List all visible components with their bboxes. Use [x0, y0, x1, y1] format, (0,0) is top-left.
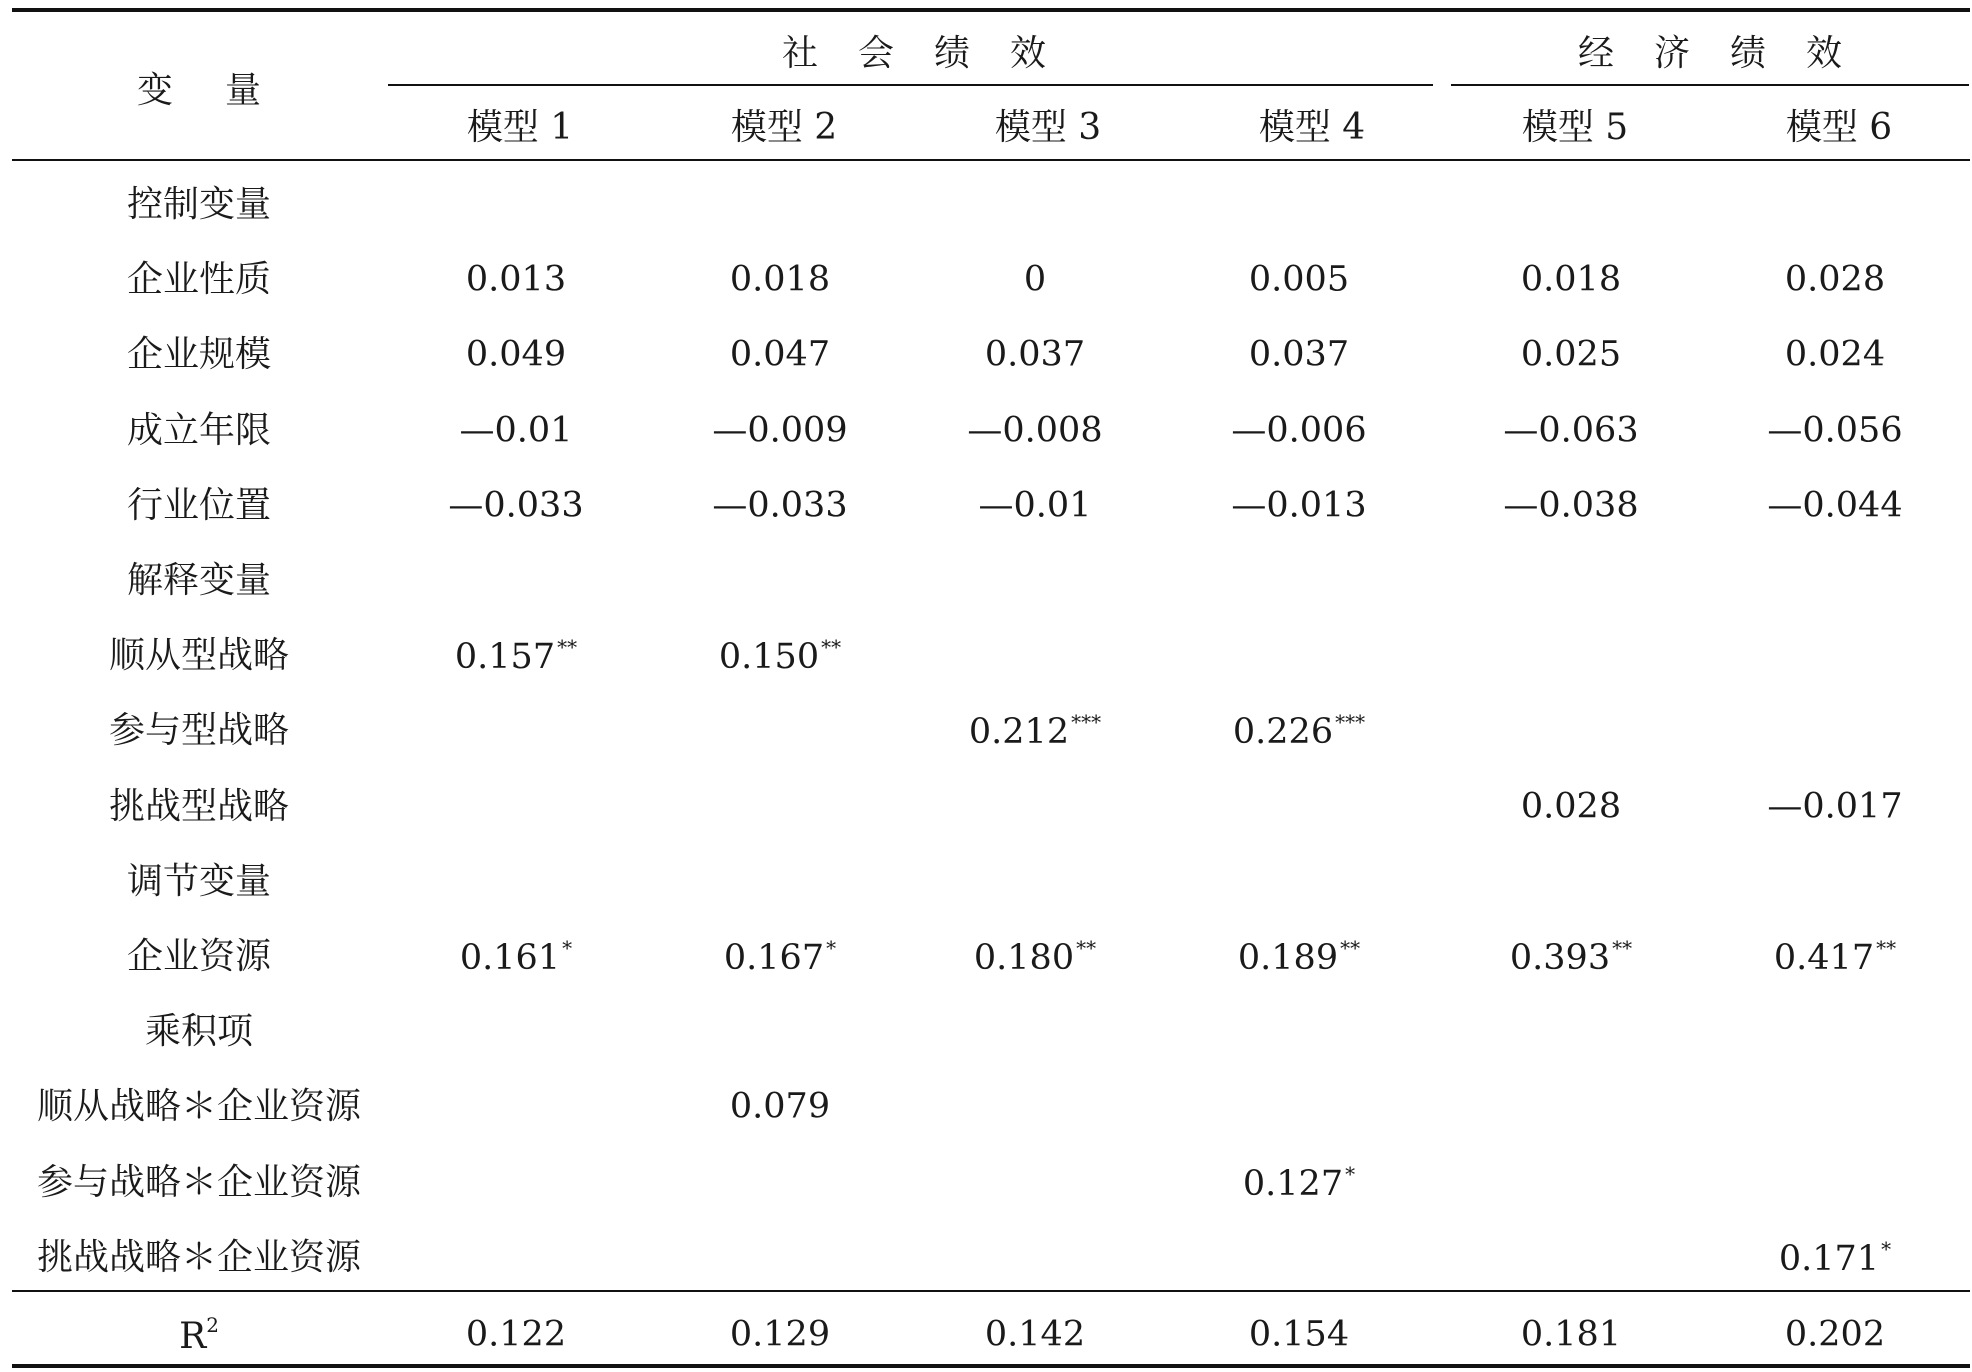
r-squared-label — [179, 1315, 219, 1355]
economic-group-rule — [1451, 84, 1969, 86]
table-cell — [1774, 938, 1896, 976]
table-cell — [1779, 1239, 1891, 1277]
table-cell — [974, 938, 1096, 976]
cell-value: 0.161 — [459, 938, 561, 978]
cell-value: 0.028 — [1520, 786, 1622, 827]
table-cell — [1520, 786, 1622, 827]
table-cell — [1503, 410, 1639, 451]
table-cell — [1231, 410, 1367, 451]
significance-stars: *** — [1071, 710, 1102, 734]
significance-stars: ** — [1076, 936, 1097, 960]
table-cell — [1233, 712, 1365, 750]
table-cell — [465, 259, 567, 300]
table-cell — [1238, 938, 1360, 976]
cell-value: —0.033 — [448, 485, 584, 526]
cell-value: 0.150 — [718, 637, 820, 677]
cell-value: 0.167 — [723, 938, 825, 978]
significance-stars: ** — [1340, 936, 1361, 960]
cell-value: 0.005 — [1248, 259, 1350, 300]
cell-value: 0.417 — [1773, 938, 1875, 978]
table-cell — [1248, 259, 1350, 300]
table-cell — [967, 410, 1103, 451]
table-cell — [729, 1086, 831, 1127]
row-label: 乘积项 — [144, 1011, 254, 1052]
table-cell — [1767, 786, 1903, 827]
row-label: 企业规模 — [126, 334, 272, 375]
r2-model-5: 0.181 — [1520, 1314, 1622, 1355]
table-cell — [1510, 938, 1632, 976]
significance-stars: ** — [1612, 936, 1633, 960]
cell-value: 0.025 — [1520, 334, 1622, 375]
table-cell — [455, 637, 577, 675]
table-cell — [459, 410, 573, 451]
cell-value: 0.047 — [729, 334, 831, 375]
significance-stars: *** — [1335, 710, 1366, 734]
table-cell — [1023, 259, 1047, 300]
row-label: 企业性质 — [126, 259, 272, 300]
cell-value: 0.049 — [465, 334, 567, 375]
r2-model-1: 0.122 — [465, 1314, 567, 1355]
cell-value: —0.006 — [1231, 410, 1367, 451]
table-cell — [1767, 485, 1903, 526]
cell-value: 0.212 — [968, 712, 1070, 752]
table-cell — [465, 334, 567, 375]
cell-value: 0.127 — [1242, 1164, 1344, 1204]
table-cell — [712, 410, 848, 451]
r-squared-letter: R — [179, 1316, 207, 1357]
model-5-header: 模型 5 — [1521, 107, 1629, 148]
r2-model-6: 0.202 — [1784, 1314, 1886, 1355]
row-label: 调节变量 — [126, 861, 272, 902]
table-cell — [724, 938, 836, 976]
model-1-header: 模型 1 — [466, 107, 574, 148]
row-label: 企业资源 — [126, 936, 272, 977]
variable-header: 变量 — [136, 70, 314, 111]
row-label: 挑战型战略 — [108, 786, 290, 827]
social-performance-header: 社会绩效 — [781, 33, 1087, 74]
cell-value: 0.157 — [454, 637, 556, 677]
table-cell — [978, 485, 1092, 526]
cell-value: —0.056 — [1767, 410, 1903, 451]
cell-value: 0.180 — [973, 938, 1075, 978]
table-cell — [1767, 410, 1903, 451]
cell-value: 0 — [1023, 259, 1047, 300]
table-cell — [729, 259, 831, 300]
cell-value: —0.01 — [978, 485, 1092, 526]
cell-value: —0.063 — [1503, 410, 1639, 451]
row-label: 参与战略＊企业资源 — [36, 1162, 362, 1203]
table-cell — [1784, 334, 1886, 375]
model-4-header: 模型 4 — [1258, 107, 1366, 148]
r2-separator-rule — [12, 1290, 1970, 1292]
cell-value: 0.393 — [1509, 938, 1611, 978]
table-cell — [1503, 485, 1639, 526]
row-label: 控制变量 — [126, 184, 272, 225]
cell-value: 0.037 — [1248, 334, 1350, 375]
economic-performance-header: 经济绩效 — [1577, 33, 1883, 74]
r2-model-4: 0.154 — [1248, 1314, 1350, 1355]
cell-value: —0.044 — [1767, 485, 1903, 526]
significance-stars: ** — [1876, 936, 1897, 960]
significance-stars: ** — [557, 635, 578, 659]
table-cell — [712, 485, 848, 526]
table-cell — [969, 712, 1101, 750]
cell-value: 0.079 — [729, 1086, 831, 1127]
row-label: 顺从战略＊企业资源 — [36, 1086, 362, 1127]
row-label: 挑战战略＊企业资源 — [36, 1237, 362, 1278]
r2-model-3: 0.142 — [984, 1314, 1086, 1355]
table-cell — [1520, 334, 1622, 375]
row-label: 顺从型战略 — [108, 635, 290, 676]
r-squared-superscript: 2 — [206, 1313, 219, 1337]
top-rule — [12, 8, 1970, 12]
table-cell — [1520, 259, 1622, 300]
cell-value: 0.171 — [1778, 1239, 1880, 1279]
row-label: 解释变量 — [126, 560, 272, 601]
cell-value: —0.01 — [459, 410, 573, 451]
cell-value: —0.008 — [967, 410, 1103, 451]
row-label: 参与型战略 — [108, 710, 290, 751]
cell-value: 0.024 — [1784, 334, 1886, 375]
cell-value: —0.038 — [1503, 485, 1639, 526]
cell-value: 0.013 — [465, 259, 567, 300]
table-cell — [729, 334, 831, 375]
significance-stars: ** — [821, 635, 842, 659]
table-cell — [1243, 1164, 1355, 1202]
table-cell — [1231, 485, 1367, 526]
table-cell — [719, 637, 841, 675]
social-group-rule — [388, 84, 1433, 86]
significance-stars: * — [1345, 1162, 1356, 1186]
row-label: 行业位置 — [126, 485, 272, 526]
model-3-header: 模型 3 — [994, 107, 1102, 148]
table-cell — [1784, 259, 1886, 300]
table-cell — [448, 485, 584, 526]
model-2-header: 模型 2 — [730, 107, 838, 148]
cell-value: —0.033 — [712, 485, 848, 526]
model-6-header: 模型 6 — [1785, 107, 1893, 148]
table-cell — [1248, 334, 1350, 375]
row-label: 成立年限 — [126, 410, 272, 451]
cell-value: 0.037 — [984, 334, 1086, 375]
cell-value: 0.189 — [1237, 938, 1339, 978]
r2-model-2: 0.129 — [729, 1314, 831, 1355]
cell-value: —0.017 — [1767, 786, 1903, 827]
cell-value: —0.009 — [712, 410, 848, 451]
table-cell — [460, 938, 572, 976]
cell-value: 0.018 — [1520, 259, 1622, 300]
significance-stars: * — [826, 936, 837, 960]
cell-value: 0.028 — [1784, 259, 1886, 300]
bottom-rule — [12, 1364, 1970, 1368]
table-cell — [984, 334, 1086, 375]
significance-stars: * — [1881, 1237, 1892, 1261]
cell-value: —0.013 — [1231, 485, 1367, 526]
cell-value: 0.226 — [1232, 712, 1334, 752]
significance-stars: * — [562, 936, 573, 960]
header-rule — [12, 159, 1970, 161]
cell-value: 0.018 — [729, 259, 831, 300]
